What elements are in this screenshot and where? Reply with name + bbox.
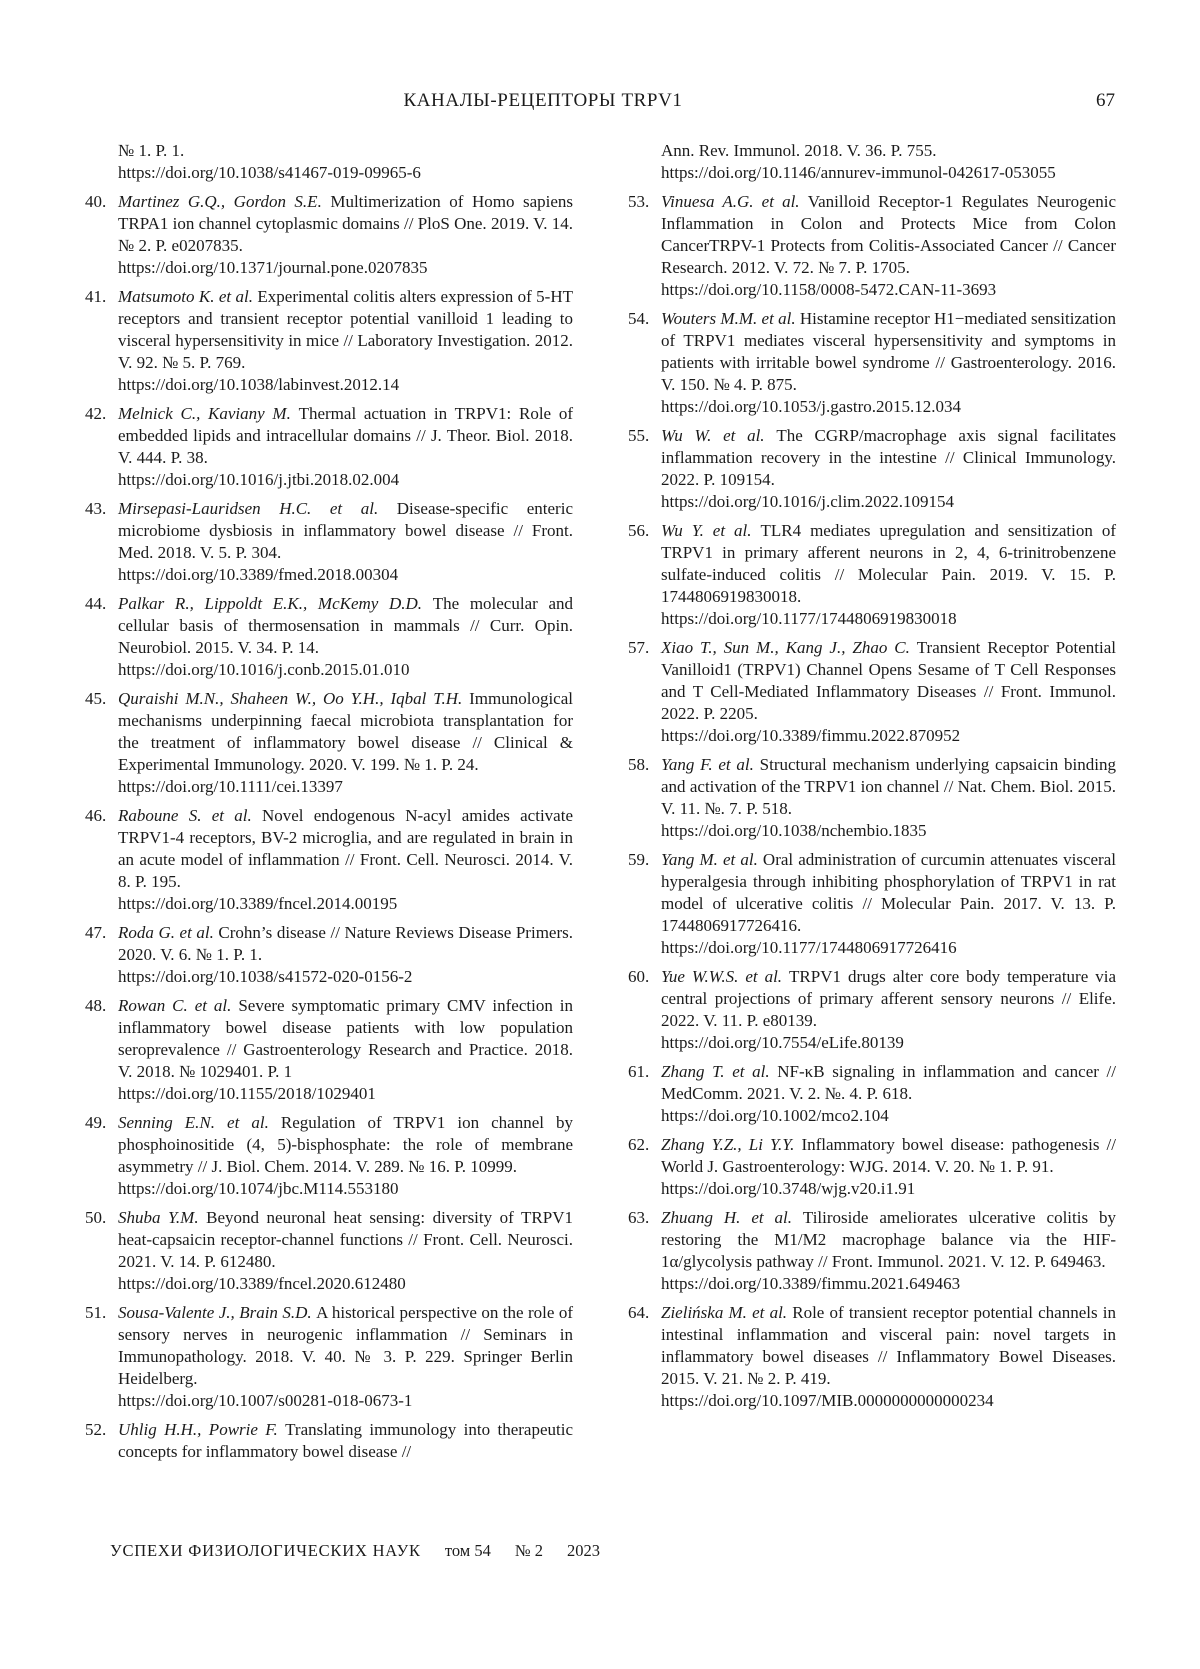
reference-number: 49. <box>85 1113 107 1132</box>
reference-text: Novel endogenous N-acyl amides activate TRPV1-4 receptors, BV-2 microglia, and are regulated in brain in an acute model of inflammation // Front. Cell. Neurosci. 2014. V. 8. P. 195. <box>118 806 573 891</box>
reference-text: Role of transient receptor potential channels in intestinal inflammation and visceral pain: novel targets in inflammatory bowel diseases // Inflammatory Bowel Diseases. 2015. V. 21. № 2. P. 419. <box>661 1303 1117 1388</box>
reference-authors: Xiao T., Sun M., Kang J., Zhao C. <box>661 638 917 657</box>
reference-text: Thermal actuation in TRPV1: Role of embedded lipids and intracellular domains // J. Theor. Biol. 2018. V. 444. P. 38. <box>118 404 573 467</box>
reference-number: 59. <box>628 850 650 869</box>
reference-text: Histamine receptor H1−mediated sensitization of TRPV1 mediates visceral hypersensitivity and symptoms in patients with irritable bowel syndrome // Gastroenterology. 2016. V. 150. № 4. P. 875. <box>661 309 1116 394</box>
reference-text: TRPV1 drugs alter core body temperature via central projections of primary afferent sensory neurons // Elife. 2022. V. 11. P. e80139. <box>661 967 1116 1030</box>
reference-authors: Wu W. et al. <box>661 426 777 445</box>
reference-entry <box>85 1112 573 1200</box>
reference-authors: Yang F. et al. <box>661 755 760 774</box>
reference-doi-link[interactable]: https://doi.org/10.1007/s00281-018-0673-1 <box>118 1391 413 1410</box>
reference-number: 43. <box>85 499 107 518</box>
reference-number: 40. <box>85 192 107 211</box>
reference-authors: Matsumoto K. et al. <box>118 287 258 306</box>
reference-doi-link[interactable]: https://doi.org/10.1074/jbc.M114.553180 <box>118 1179 399 1198</box>
reference-number: 47. <box>85 923 107 942</box>
reference-authors: Zhuang H. et al. <box>661 1208 803 1227</box>
reference-text: The molecular and cellular basis of thermosensation in mammals // Curr. Opin. Neurobiol. 2015. V. 34. P. 14. <box>118 594 573 657</box>
reference-number: 64. <box>628 1303 650 1322</box>
reference-authors: Rowan C. et al. <box>118 996 239 1015</box>
reference-text: Translating immunology into therapeutic concepts for inflammatory bowel disease // <box>118 1420 573 1461</box>
reference-authors: Sousa-Valente J., Brain S.D. <box>118 1303 317 1322</box>
reference-doi-link[interactable]: https://doi.org/10.1097/MIB.0000000000000234 <box>661 1391 994 1410</box>
reference-text: The CGRP/macrophage axis signal facilitates inflammation recovery in the intestine // Clinical Immunology. 2022. P. 109154. <box>661 426 1116 489</box>
reference-doi-link[interactable]: https://doi.org/10.1002/mco2.104 <box>661 1106 889 1125</box>
reference-doi-link[interactable]: https://doi.org/10.3389/fimmu.2021.649463 <box>661 1274 961 1293</box>
reference-entry <box>85 498 573 586</box>
reference-authors: Quraishi M.N., Shaheen W., Oo Y.H., Iqbal T.H. <box>118 689 470 708</box>
reference-entry <box>628 1207 1116 1295</box>
footer-volume: том 54 <box>444 1541 491 1560</box>
reference-authors: Senning E.N. et al. <box>118 1113 281 1132</box>
reference-doi-link[interactable]: https://doi.org/10.1111/cei.13397 <box>118 777 343 796</box>
reference-entry <box>85 1419 573 1463</box>
reference-doi-link[interactable]: https://doi.org/10.1371/journal.pone.0207835 <box>118 258 428 277</box>
reference-authors: Vinuesa A.G. et al. <box>661 192 808 211</box>
reference-entry <box>85 805 573 915</box>
reference-entry <box>628 308 1116 418</box>
reference-authors: Wu Y. et al. <box>661 521 761 540</box>
reference-text: NF-κB signaling in inflammation and cancer // MedComm. 2021. V. 2. №. 4. P. 618. <box>661 1062 1117 1103</box>
reference-entry <box>628 520 1116 630</box>
references-column-left <box>85 140 573 1470</box>
reference-text: Disease-specific enteric microbiome dysbiosis in inflammatory bowel disease // Front. Med. 2018. V. 5. P. 304. <box>118 499 573 562</box>
reference-doi-link[interactable]: https://doi.org/10.1038/s41467-019-09965-6 <box>118 163 421 182</box>
reference-entry <box>85 403 573 491</box>
reference-entry <box>628 425 1116 513</box>
reference-number: 42. <box>85 404 107 423</box>
reference-doi-link[interactable]: https://doi.org/10.1016/j.jtbi.2018.02.004 <box>118 470 400 489</box>
reference-text: № 1. P. 1. <box>118 141 185 160</box>
reference-entry <box>85 922 573 988</box>
reference-text: Beyond neuronal heat sensing: diversity of TRPV1 heat-capsaicin receptor-channel functions // Front. Cell. Neurosci. 2021. V. 14. P. 612480. <box>118 1208 573 1271</box>
reference-entry <box>628 1302 1116 1412</box>
reference-entry <box>85 191 573 279</box>
reference-authors: Melnick C., Kaviany M. <box>118 404 299 423</box>
running-title: КАНАЛЫ-РЕЦЕПТОРЫ TRPV1 <box>403 90 683 111</box>
reference-entry <box>628 140 1116 184</box>
reference-text: Ann. Rev. Immunol. 2018. V. 36. P. 755. <box>661 141 937 160</box>
reference-number: 55. <box>628 426 650 445</box>
reference-number: 46. <box>85 806 107 825</box>
reference-authors: Wouters M.M. et al. <box>661 309 800 328</box>
reference-doi-link[interactable]: https://doi.org/10.7554/eLife.80139 <box>661 1033 904 1052</box>
reference-entry <box>628 1061 1116 1127</box>
reference-number: 61. <box>628 1062 650 1081</box>
reference-entry <box>85 1207 573 1295</box>
reference-text: Vanilloid Receptor-1 Regulates Neurogenic Inflammation in Colon and Protects Mice from Colon CancerTRPV-1 Protects from Colitis-Associated Cancer // Cancer Research. 2012. V. 72. № 7. P. 1705. <box>661 192 1116 277</box>
reference-authors: Roda G. et al. <box>118 923 219 942</box>
reference-number: 41. <box>85 287 107 306</box>
reference-text: Severe symptomatic primary CMV infection in inflammatory bowel disease patients with low population seroprevalence // Gastroenterology Research and Practice. 2018. V. 2018. № 1029401. P. 1 <box>118 996 573 1081</box>
reference-entry <box>628 1134 1116 1200</box>
reference-entry <box>628 966 1116 1054</box>
footer-issue: № 2 <box>514 1541 543 1560</box>
reference-authors: Martinez G.Q., Gordon S.E. <box>118 192 331 211</box>
reference-entry <box>628 637 1116 747</box>
reference-doi-link[interactable]: https://doi.org/10.1155/2018/1029401 <box>118 1084 376 1103</box>
reference-doi-link[interactable]: https://doi.org/10.3389/fimmu.2022.870952 <box>661 726 961 745</box>
reference-doi-link[interactable]: https://doi.org/10.3389/fncel.2020.612480 <box>118 1274 406 1293</box>
reference-doi-link[interactable]: https://doi.org/10.3389/fmed.2018.00304 <box>118 565 399 584</box>
reference-entry <box>85 593 573 681</box>
reference-number: 48. <box>85 996 107 1015</box>
reference-text: Structural mechanism underlying capsaicin binding and activation of the TRPV1 ion channel // Nat. Chem. Biol. 2015. V. 11. №. 7. P. 518. <box>661 755 1116 818</box>
reference-entry <box>85 286 573 396</box>
reference-doi-link[interactable]: https://doi.org/10.1177/1744806917726416 <box>661 938 957 957</box>
references-section <box>85 140 1116 1470</box>
reference-authors: Palkar R., Lippoldt E.K., McKemy D.D. <box>118 594 433 613</box>
reference-text: Experimental colitis alters expression of 5-HT receptors and transient receptor potential vanilloid 1 leading to visceral hypersensitivity in mice // Laboratory Investigation. 2012. V. 92. № 5. P. 769. <box>118 287 573 372</box>
reference-authors: Mirsepasi-Lauridsen H.C. et al. <box>118 499 397 518</box>
reference-doi-link[interactable]: https://doi.org/10.1016/j.clim.2022.109154 <box>661 492 954 511</box>
reference-number: 56. <box>628 521 650 540</box>
reference-doi-link[interactable]: https://doi.org/10.3389/fncel.2014.00195 <box>118 894 398 913</box>
footer-year: 2023 <box>567 1541 600 1560</box>
reference-doi-link[interactable]: https://doi.org/10.3748/wjg.v20.i1.91 <box>661 1179 916 1198</box>
reference-doi-link[interactable]: https://doi.org/10.1038/nchembio.1835 <box>661 821 927 840</box>
page-footer <box>110 1541 600 1561</box>
reference-authors: Yang M. et al. <box>661 850 763 869</box>
reference-doi-link[interactable]: https://doi.org/10.1038/s41572-020-0156-2 <box>118 967 413 986</box>
reference-number: 62. <box>628 1135 650 1154</box>
reference-number: 44. <box>85 594 107 613</box>
reference-doi-link[interactable]: https://doi.org/10.1038/labinvest.2012.14 <box>118 375 400 394</box>
reference-number: 51. <box>85 1303 107 1322</box>
reference-authors: Shuba Y.M. <box>118 1208 207 1227</box>
reference-entry <box>628 849 1116 959</box>
reference-text: Oral administration of curcumin attenuates visceral hyperalgesia through inhibiting phosphorylation of TRPV1 in rat model of ulcerative colitis // Molecular Pain. 2017. V. 13. P. 1744806917726416. <box>661 850 1116 935</box>
reference-number: 54. <box>628 309 650 328</box>
reference-text: A historical perspective on the role of sensory nerves in neurogenic inflammation // Seminars in Immunopathology. 2018. V. 40. № 3. P. 229. Springer Berlin Heidelberg. <box>118 1303 574 1388</box>
reference-number: 53. <box>628 192 650 211</box>
reference-text: Regulation of TRPV1 ion channel by phosphoinositide (4, 5)-bisphosphate: the role of membrane asymmetry // J. Biol. Chem. 2014. V. 289. № 16. P. 10999. <box>118 1113 573 1176</box>
reference-number: 58. <box>628 755 650 774</box>
reference-number: 60. <box>628 967 650 986</box>
reference-entry <box>85 688 573 798</box>
reference-entry <box>85 140 573 184</box>
reference-authors: Yue W.W.S. et al. <box>661 967 790 986</box>
reference-doi-link[interactable]: https://doi.org/10.1158/0008-5472.CAN-11-3693 <box>661 280 997 299</box>
reference-text: Multimerization of Homo sapiens TRPA1 ion channel cytoplasmic domains // PloS One. 2019. V. 14. № 2. P. e0207835. <box>118 192 573 255</box>
reference-entry <box>628 191 1116 301</box>
references-column-right <box>628 140 1116 1470</box>
reference-text: Transient Receptor Potential Vanilloid1 (TRPV1) Channel Opens Sesame of T Cell Responses and T Cell-Mediated Inflammatory Diseases // Front. Immunol. 2022. P. 2205. <box>661 638 1117 723</box>
reference-authors: Zielińska M. et al. <box>661 1303 793 1322</box>
reference-text: Immunological mechanisms underpinning faecal microbiota transplantation for the treatment of inflammatory bowel disease // Clinical & Experimental Immunology. 2020. V. 199. № 1. P. 24. <box>118 689 573 774</box>
reference-number: 63. <box>628 1208 650 1227</box>
reference-number: 45. <box>85 689 107 708</box>
reference-doi-link[interactable]: https://doi.org/10.1146/annurev-immunol-042617-053055 <box>661 163 1056 182</box>
running-head <box>85 90 1115 116</box>
reference-doi-link[interactable]: https://doi.org/10.1177/1744806919830018 <box>661 609 957 628</box>
reference-entry <box>85 995 573 1105</box>
reference-doi-link[interactable]: https://doi.org/10.1016/j.conb.2015.01.010 <box>118 660 410 679</box>
footer-journal-title: УСПЕХИ ФИЗИОЛОГИЧЕСКИХ НАУК <box>110 1541 421 1560</box>
reference-text: Inflammatory bowel disease: pathogenesis // World J. Gastroenterology: WJG. 2014. V. 20. № 1. P. 91. <box>661 1135 1116 1176</box>
reference-number: 50. <box>85 1208 107 1227</box>
reference-text: TLR4 mediates upregulation and sensitization of TRPV1 in primary afferent neurons in 2, 4, 6-trinitrobenzene sulfate-induced colitis // Molecular Pain. 2019. V. 15. P. 1744806919830018. <box>661 521 1117 606</box>
reference-text: Tiliroside ameliorates ulcerative colitis by restoring the M1/M2 macrophage balance via the HIF-1α/glycolysis pathway // Front. Immunol. 2021. V. 12. P. 649463. <box>661 1208 1116 1271</box>
reference-authors: Raboune S. et al. <box>118 806 262 825</box>
page-number: 67 <box>1096 90 1115 111</box>
reference-doi-link[interactable]: https://doi.org/10.1053/j.gastro.2015.12.034 <box>661 397 962 416</box>
reference-authors: Zhang T. et al. <box>661 1062 778 1081</box>
reference-text: Crohn’s disease // Nature Reviews Disease Primers. 2020. V. 6. № 1. P. 1. <box>118 923 573 964</box>
reference-number: 52. <box>85 1420 107 1439</box>
reference-authors: Zhang Y.Z., Li Y.Y. <box>661 1135 802 1154</box>
reference-entry <box>85 1302 573 1412</box>
reference-entry <box>628 754 1116 842</box>
reference-number: 57. <box>628 638 650 657</box>
reference-authors: Uhlig H.H., Powrie F. <box>118 1420 286 1439</box>
